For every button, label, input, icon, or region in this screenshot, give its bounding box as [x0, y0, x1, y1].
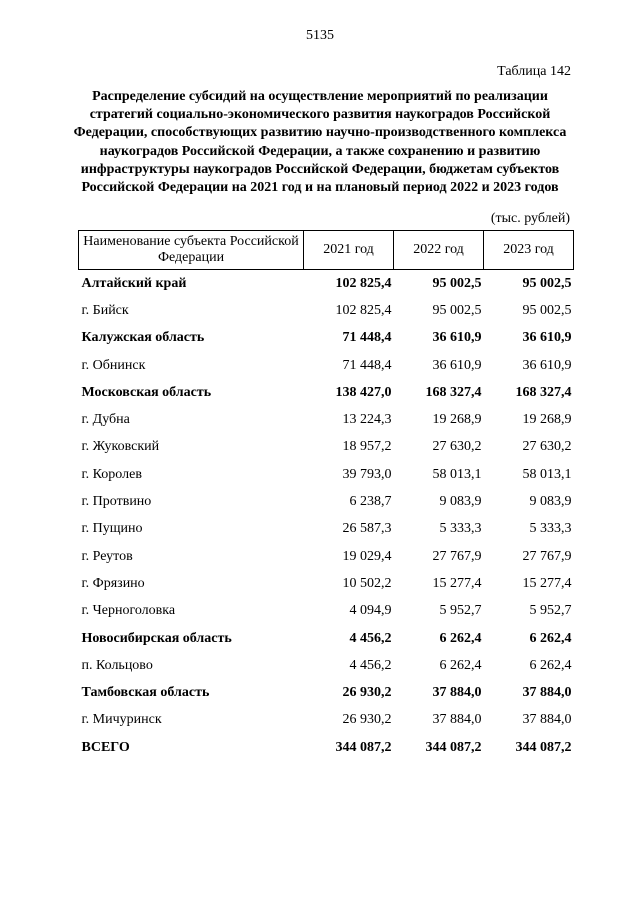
value-2023: 95 002,5	[522, 302, 572, 318]
value-2021: 344 087,2	[335, 739, 392, 755]
value-2021: 4 094,9	[349, 603, 392, 619]
value-2023: 37 884,0	[522, 712, 572, 728]
value-2022: 58 013,1	[432, 466, 482, 482]
value-2023: 37 884,0	[522, 685, 572, 701]
value-2023: 9 083,9	[529, 494, 572, 510]
value-2022: 95 002,5	[432, 275, 482, 291]
value-2022: 5 333,3	[439, 521, 482, 537]
value-2021: 26 587,3	[342, 521, 392, 537]
value-2022: 9 083,9	[439, 494, 482, 510]
document-title: Распределение субсидий на осуществление мероприятий по реализации стратегий социально-экономического развития наукоградов Российской Федерации, способствующих развитию научно-производственного комплекса наукоградов Российской Федерации, а также сохранению и развитию инфраструктуры наукоградов Российской Федерации, бюджетам субъектов Российской Федерации на 2021 год и на плановый период 2022 и 2023 годов	[73, 89, 567, 196]
row-name: г. Реутов	[81, 548, 133, 564]
region-row	[79, 625, 574, 652]
row-name: ВСЕГО	[81, 739, 130, 755]
row-name: п. Кольцово	[81, 657, 153, 673]
city-row	[79, 570, 574, 597]
value-2021: 26 930,2	[342, 685, 392, 701]
row-name: Тамбовская область	[81, 685, 210, 701]
city-row	[79, 543, 574, 570]
value-2023: 5 333,3	[529, 521, 572, 537]
value-2022: 168 327,4	[425, 384, 482, 400]
value-2023: 6 262,4	[529, 657, 572, 673]
value-2023: 36 610,9	[522, 330, 572, 346]
city-row	[79, 598, 574, 625]
value-2023: 27 767,9	[522, 548, 572, 564]
value-2021: 71 448,4	[342, 357, 392, 373]
row-name: г. Обнинск	[81, 357, 146, 373]
header-2022: 2022 год	[394, 231, 484, 270]
value-2023: 15 277,4	[522, 575, 572, 591]
region-row	[79, 270, 574, 298]
region-row	[79, 379, 574, 406]
table-header	[79, 231, 574, 270]
row-name: г. Протвино	[81, 494, 152, 510]
value-2021: 13 224,3	[342, 412, 392, 428]
value-2022: 95 002,5	[432, 302, 482, 318]
value-2022: 36 610,9	[432, 330, 482, 346]
value-2022: 37 884,0	[432, 685, 482, 701]
value-2023: 95 002,5	[522, 275, 572, 291]
value-2021: 71 448,4	[342, 330, 392, 346]
value-2021: 4 456,2	[349, 657, 392, 673]
value-2021: 10 502,2	[342, 575, 392, 591]
city-row	[79, 652, 574, 679]
page-number: 5135	[306, 28, 334, 43]
row-name: г. Фрязино	[81, 575, 145, 591]
value-2023: 58 013,1	[522, 466, 572, 482]
value-2022: 37 884,0	[432, 712, 482, 728]
row-name: Алтайский край	[81, 275, 187, 291]
value-2021: 102 825,4	[335, 275, 392, 291]
value-2023: 6 262,4	[529, 630, 572, 646]
row-name: г. Бийск	[81, 302, 129, 318]
row-name: г. Пущино	[81, 521, 143, 537]
city-row	[79, 488, 574, 515]
value-2022: 19 268,9	[432, 412, 482, 428]
header-name: Наименование субъекта Российской Федерации	[79, 231, 304, 270]
value-2022: 27 630,2	[432, 439, 482, 455]
row-name: г. Жуковский	[81, 439, 160, 455]
table-body	[79, 270, 574, 762]
value-2023: 5 952,7	[529, 603, 572, 619]
value-2021: 26 930,2	[342, 712, 392, 728]
value-2021: 39 793,0	[342, 466, 392, 482]
header-2021: 2021 год	[304, 231, 394, 270]
value-2021: 6 238,7	[349, 494, 392, 510]
value-2022: 6 262,4	[439, 657, 482, 673]
city-row	[79, 461, 574, 488]
city-row	[79, 406, 574, 433]
region-row	[79, 325, 574, 352]
row-name: Московская область	[81, 384, 212, 400]
value-2023: 27 630,2	[522, 439, 572, 455]
value-2021: 138 427,0	[335, 384, 392, 400]
value-2023: 19 268,9	[522, 412, 572, 428]
city-row	[79, 434, 574, 461]
city-row	[79, 352, 574, 379]
row-name: Новосибирская область	[81, 630, 232, 646]
region-row	[79, 679, 574, 706]
city-row	[79, 707, 574, 734]
value-2021: 102 825,4	[335, 302, 392, 318]
value-2021: 4 456,2	[349, 630, 392, 646]
value-2023: 36 610,9	[522, 357, 572, 373]
row-name: г. Королев	[81, 466, 142, 482]
value-2022: 27 767,9	[432, 548, 482, 564]
row-name: Калужская область	[81, 330, 205, 346]
value-2023: 168 327,4	[515, 384, 572, 400]
value-2023: 344 087,2	[515, 739, 572, 755]
value-2021: 19 029,4	[342, 548, 392, 564]
city-row	[79, 297, 574, 324]
row-name: г. Дубна	[81, 412, 130, 428]
value-2022: 36 610,9	[432, 357, 482, 373]
value-2021: 18 957,2	[342, 439, 392, 455]
subsidy-table	[78, 230, 574, 761]
total-row	[79, 734, 574, 761]
row-name: г. Мичуринск	[81, 712, 162, 728]
row-name: г. Черноголовка	[81, 603, 176, 619]
value-2022: 5 952,7	[439, 603, 482, 619]
header-2023: 2023 год	[484, 231, 574, 270]
value-2022: 344 087,2	[425, 739, 482, 755]
city-row	[79, 516, 574, 543]
value-2022: 15 277,4	[432, 575, 482, 591]
header-row	[79, 231, 574, 270]
units-label: (тыс. рублей)	[490, 211, 570, 226]
value-2022: 6 262,4	[439, 630, 482, 646]
table-label: Таблица 142	[497, 64, 571, 79]
